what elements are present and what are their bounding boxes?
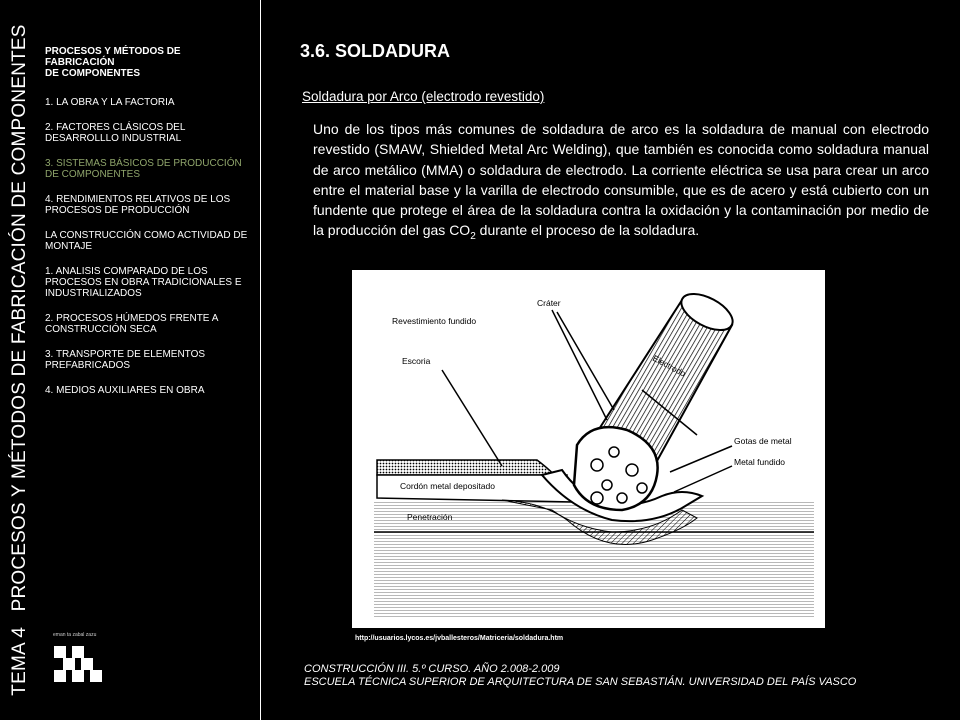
nav-heading-line: FABRICACIÓN [45, 57, 115, 68]
logo-motto: eman ta zabal zazu [53, 632, 97, 638]
university-logo-icon [48, 640, 108, 692]
nav-item-factores-clasicos[interactable]: 2. FACTORES CLÁSICOS DEL DESARROLLLO INDUSTRIAL [45, 122, 186, 144]
sidebar-nav [45, 46, 255, 410]
footer-school: ESCUELA TÉCNICA SUPERIOR DE ARQUITECTURA DE SAN SEBASTIÁN. UNIVERSIDAD DEL PAÍS VASCO [304, 676, 857, 688]
label-penetracion: Penetración [407, 512, 453, 522]
vertical-divider [260, 0, 261, 720]
label-revestimiento: Revestimiento fundido [392, 316, 477, 326]
body-subscript: 2 [470, 231, 476, 243]
nav-item-construccion-montaje[interactable]: LA CONSTRUCCIÓN COMO ACTIVIDAD DE MONTAJE [45, 230, 248, 252]
footer [304, 663, 856, 689]
vertical-title [0, 0, 40, 720]
label-metal-fundido: Metal fundido [734, 457, 786, 467]
body-paragraph [313, 119, 929, 241]
section-subtitle: Soldadura por Arco (electrodo revestido) [302, 89, 545, 104]
nav-heading-line: DE COMPONENTES [45, 68, 141, 79]
nav-item-procesos-humedos[interactable]: 2. PROCESOS HÚMEDOS FRENTE A CONSTRUCCIÓN SECA [45, 313, 218, 335]
welding-diagram-svg [352, 270, 825, 628]
nav-item-medios-auxiliares[interactable]: 4. MEDIOS AUXILIARES EN OBRA [45, 385, 205, 396]
body-text-end: durante el proceso de la soldadura. [475, 222, 700, 239]
nav-heading [45, 46, 255, 79]
label-crater: Cráter [537, 298, 561, 308]
figure-source-url: http://usuarios.lycos.es/jvballesteros/Matriceria/soldadura.htm [355, 635, 564, 642]
nav-item-sistemas-basicos[interactable]: 3. SISTEMAS BÁSICOS DE PRODUCCIÓN DE COMPONENTES [45, 158, 242, 180]
tema-title: PROCESOS Y MÉTODOS DE FABRICACIÓN DE COMPONENTES [9, 24, 30, 612]
university-logo [48, 632, 108, 692]
tema-label: TEMA 4 [9, 626, 30, 696]
label-electrodo: Electrodo [651, 352, 688, 379]
page-title: 3.6. SOLDADURA [300, 41, 451, 61]
nav-item-analisis-comparado[interactable]: 1. ANALISIS COMPARADO DE LOS PROCESOS EN OBRA TRADICIONALES E INDUSTRIALIZADOS [45, 266, 242, 299]
nav-heading-line: PROCESOS Y MÉTODOS DE [45, 46, 181, 57]
nav-item-transporte[interactable]: 3. TRANSPORTE DE ELEMENTOS PREFABRICADOS [45, 349, 206, 371]
footer-course: CONSTRUCCIÓN III. 5.º CURSO. AÑO 2.008-2.009 [304, 663, 560, 675]
electrode-tip [574, 427, 658, 510]
label-cordon: Cordón metal depositado [400, 481, 495, 491]
label-escoria: Escoria [402, 356, 431, 366]
welding-diagram [352, 270, 825, 628]
nav-item-obra-factoria[interactable]: 1. LA OBRA Y LA FACTORIA [45, 97, 175, 108]
body-text-main: Uno de los tipos más comunes de soldadura de arco es la soldadura de manual con electrodo revestido (SMAW, Shielded Metal Arc Welding), que también es conocida como soldadura manual de arco metálico (MMA) o soldadura de electrodo. La corriente eléctrica se usa para crear un arco entre el material base y la varilla de electrodo consumible, que es de acero y está cubierto con un fundente que protege el área de la soldadura contra la oxidación y la contaminación por medio de la producción del gas CO [313, 121, 929, 239]
nav-item-rendimientos[interactable]: 4. RENDIMIENTOS RELATIVOS DE LOS PROCESOS DE PRODUCCIÓN [45, 194, 231, 216]
label-gotas: Gotas de metal [734, 436, 792, 446]
